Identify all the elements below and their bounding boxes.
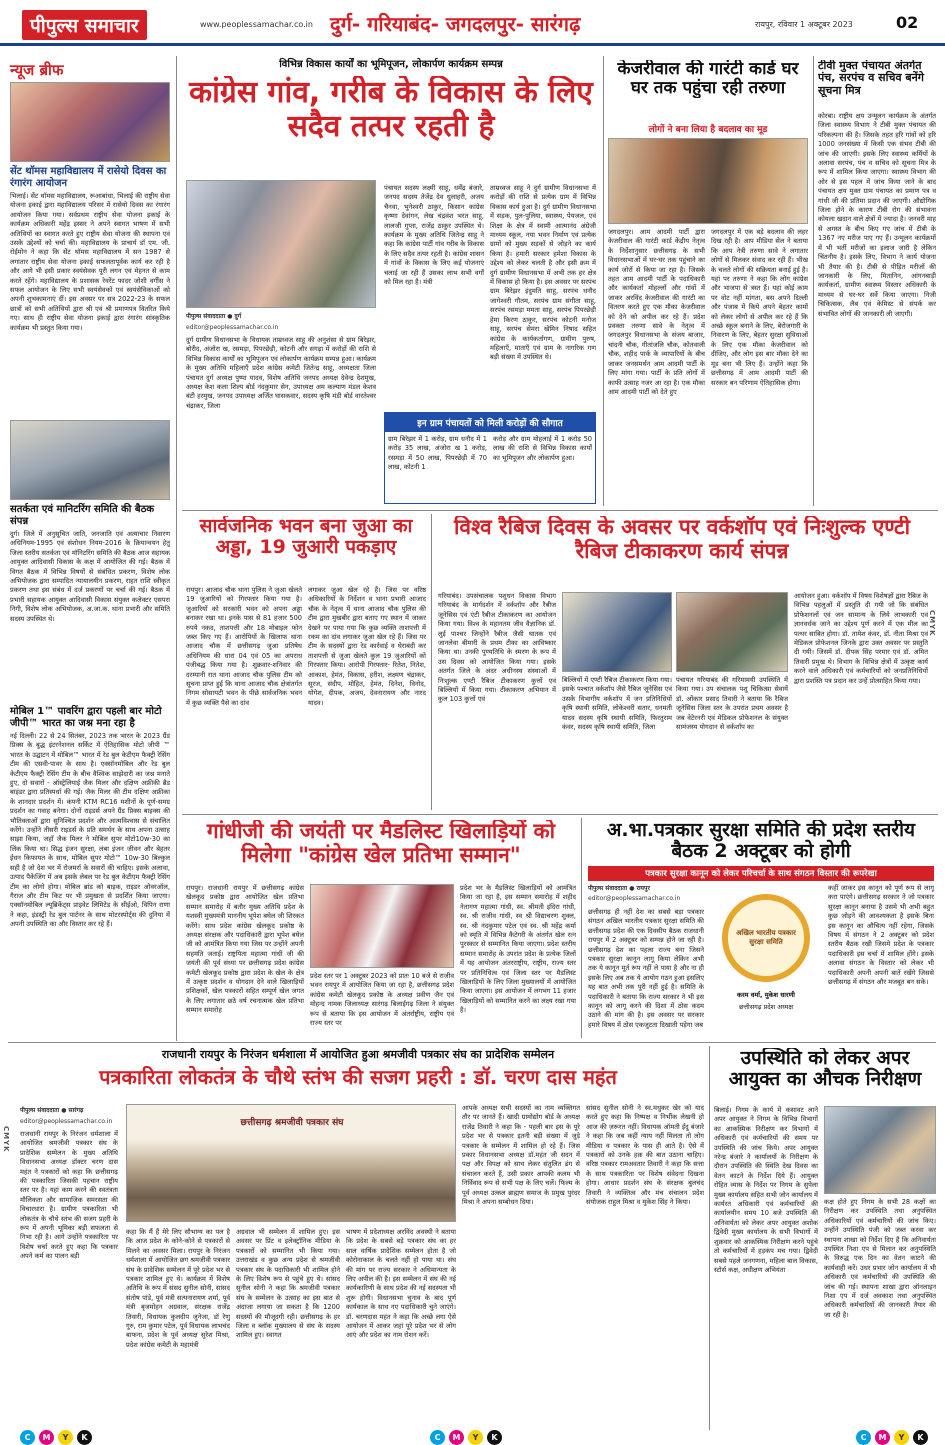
left-column-divider — [176, 56, 177, 1041]
story6-photo — [310, 884, 454, 968]
story9-headline: उपस्थिति को लेकर अपर आयुक्त का औचक निरीक्षण — [728, 1048, 922, 1091]
story8-divider — [709, 1046, 710, 1430]
story7-logo — [710, 890, 822, 1034]
story5-photo-2 — [676, 592, 788, 672]
page-number: 02 — [896, 13, 919, 32]
story9-col1: बिलाई। निगम के कार्य में कसावट लाने अपर आयुक्त ने निगम के विभिन्न विभागों का आकस्मिक निरीक्षण कर विभागों में अधिकारी एवं कर्मचारियों की समय पर उपस्थिति की जांच किये। अपर आयुक्त नरेन्द्र बंजारे ने कार्यालयों के निरीक्षण के दौरान उपस्थिति की स्थिति देख दिवस का वेतन काटने के निर्देश दिये हैं। आयुक्त रोहित व्यास के निर्देश पर निगम के सुपेला मुख्य कार्यालय सहित सभी जोन कार्यालय में कार्यरत अधिकारी एवं कर्मचारियों की कार्यालयीन समय 10 बजे उपस्थिति की अनिवार्यता को लेकर अपर आयुक्त अशोक द्विवेदी मुख्य कार्यालय के सभी विभागों में शुक्रवार को आकस्मिक निरीक्षण करने पहुंचे तो कर्मचारियों में हड़कंप मच गया। द्विवेदी सबसे पहले जनगणना, महिला बाल विकास, स्टोर्स कक्ष, अधीक्षण अभियंता — [714, 1106, 818, 1274]
story8-col5: आपके अध्यक्ष सभी सदस्यों का नाम व्यक्तिगत तौर पर जानते हैं। खादी ग्रामोद्योग बोर्ड के अध्यक्ष राजेंद्र तिवारी ने कहा कि - पहली बार इस के पूरे प्रदेश भर से पत्रकार इतनी बड़ी संख्या में जुड़े पत्रकार के सम्मेलन में शामिल हो रहे हैं। जिस प्रकार विधानसभा अध्यक्ष डॉ.महंत जी सदन में पक्ष और विपक्ष को साथ लेकर संतुलित ढंग से संचालन करते हैं, उसी प्रकार आपकी कलम भी निर्विवाद रूप से सभी पक्ष के लिए चलें। फिल्म के पूर्व अध्यक्ष उत्कल ब्राह्मण समाज के प्रमुख पुरंदर मिश्रा ने अपना सम्बोधन दिया। — [462, 1104, 580, 1207]
story5-col2: बिल्लियों में एण्टी रैबिज टीकाकरण किया गया। इसके पश्चात वर्कशॉप जैसे रैबिज जूनेसिस एवं उसके विभागीय वर्कशॉप में जन प्रतिनिधियों कृषि स्थायी समिति, लोकेश्वरी सतार, धनमती यादव सदस्य कृषि स्थायी समिति, फिरतुराम कंवर, सदस्य कृषि स्थायी समिति, जिला — [562, 676, 672, 732]
cmyk-footer-left — [20, 1430, 92, 1445]
cmyk-y: Y — [58, 1430, 73, 1445]
story7-logo-text: अखिल भारतीय पत्रकार सुरक्षा समिति — [736, 929, 796, 946]
story4-divider — [431, 514, 432, 810]
row3-divider — [8, 1042, 936, 1043]
cmyk-c: C — [430, 1430, 445, 1445]
story9-photo — [824, 1106, 936, 1194]
cmyk-c: C — [856, 1430, 871, 1445]
story1-byline: पीपुल्स संवाददाता ● दुर्ग — [186, 313, 242, 320]
story1-col3: ताम्रध्वज साहू ने दुर्ग ग्रामीण विधानसभा में करोड़ों की राशि से प्रत्येक ग्राम में विभिन्न विकास कार्य हुआ है। दुर्ग ग्रामीण विधानसभा में सड़क, पुल-पुलिया, स्वास्थ्य, पेयजल, एवं शिक्षा के क्षेत्र में स्वामी आत्मानंद अंग्रेजी माध्यम स्कूल, नया भवन निर्माण एवं प्रत्येक ग्रामों को मुख्य सड़कों से जोड़ने का कार्य किया है। हमारी सरकार हमेशा विकास के उद्देश्य को लेकर चलती है और इसी क्रम में दुर्ग ग्रामीण विधानसभा में अभी तक हर क्षेत्र में विकास हो किया है। इस अवसर पर सरपंच ग्राम बिरेझर इंदुमति साहू, सरपंच धनौद जागेश्वरी गौतम, सरपंच ग्राम संगीता साहू, सरपंच रसमड़ा ममता साहू, सरपंच पिपरछेड़ी हेमा किरण ठाकुर, सरपंच कोटनी मनोज साहू, सरपंच सेमरा खेमिन निषाद सहित कांग्रेस के कार्यकर्तागण, ग्रामीण पुरुष, महिलाएँ, माताएँ एवं ग्राम के नागरिक गण बड़ी संख्या में उपस्थित थे। — [490, 184, 596, 362]
story5-photo-1 — [562, 592, 672, 672]
story8-kicker: राजधानी रायपुर के निरंजन धर्मशाला में आयोजित हुआ श्रमजीवी पत्रकार संघ का प्रादेशिक सम्मेलन — [161, 1048, 555, 1061]
news-brief-photo-1 — [10, 82, 170, 162]
cmyk-m: M — [875, 1430, 890, 1445]
cmyk-k: K — [487, 1430, 502, 1445]
cmyk-footer-mid — [430, 1430, 502, 1445]
story8-col1: राजधानी रायपुर के निरंजन धर्मशाला में आयोजित श्रमजीवी पत्रकार संघ के प्रादेशिक सम्मेलन के मुख्य अतिथि विधानसभा अध्यक्ष डॉक्टर चरण दास महंत ने पत्रकारों को कहा कि छत्तीसगढ़ की पत्रकारिता जिसकी पहचान राष्ट्रीय स्तर पर है। यहां काम करने की स्वतंत्रता मौलिकता और सामाजिक समरसता की विचारधारा है। ग्रामीण पत्रकारिता भी लोकतंत्र के चौथे स्तंभ की सजग प्रहरी के रूप में अपनी भूमिका बड़ी सफलता से निभा रही है। आगे उन्होंने पत्रकारिता पर विशेष चर्चा करते हुए कहा कि पत्रकार अपने कर्म का पालन बड़ी — [20, 1130, 118, 1261]
story2-subhead: लोगों ने बना लिया है बदलाव का मूड — [648, 125, 768, 135]
story2-headline: केजरीवाल की गारंटी कार्ड घर घर तक पहुंचा रही तरुणा — [617, 60, 799, 99]
story5-col4: आयोजन हुआ। वर्कशॉप में विषय विशेषज्ञों द्वारा रैबिज के विभिन्न पहलुओं में प्रस्तुति दी गयी जो कि संबंधित प्रोफेशनलों एवं जन सामान्य के लिये लाभकारी एवं ज्ञानवर्धक जाने का उद्देश्य पूर्ण करने में एक मील का पत्थर साबित होगा। डॉ. तामेश कंवर, डॉ. नीता मिश्रा एवं मेडिकल प्रोफेशनल जिनके द्वारा उक्त अवसर पर प्रस्तुति दी गयी। जिसमें डॉ. दीपक सिंह परमार एवं डॉ. अमित तिवारी प्रमुख थे। विभाग के विभिन्न क्षेत्रों में उत्कृष्ट कार्य करने वाले अधिकारी एवं कर्मचारियों को जनप्रतिनिधियों द्वारा प्रशस्ति पत्र प्रदान कर उन्हें प्रोत्साहित किया गया। — [794, 592, 928, 685]
story1-box-title: इन ग्राम पंचायतों को मिली करोड़ों की सौगात — [385, 413, 595, 432]
story8-photo — [126, 1104, 456, 1222]
story1-col1: दुर्ग ग्रामीण विधानसभा के विधायक ताम्रध्वज साहू की अनुशंसा से ग्राम बिरेझर, बोरीद, अंजोरा ख, रसमड़ा, पिपरछेड़ी, कोटनी और सगढ़ा में करोड़ों की राशि से विभिन्न विकास कार्यों का भूमिपूजन एवं लोकार्पण कार्यक्रम सम्पन्न हुआ। कार्यक्रम के मुख्य अतिथि महिलाएँ प्रदेश कांग्रेस कमेटी जितेन्द्र साहू, अध्यक्षता जिला पंचायत दुर्ग अध्यक्ष पुष्पा यादव, विशेष अतिथि जनपद अध्यक्ष देवेन्द्र देशमुख, अध्यक्ष केश कला शिल्प बोर्ड नंदकुमार सेन, उपाध्यक्ष अम कल्याण मंडल केशव बंटी हरमुख, जनपद उपाध्यक्ष अर्जित घासकवार, सदस्य कृषि मंडी बोर्ड वारतेश्वर चंद्राकर, जिला — [186, 336, 376, 410]
news-brief-1-headline: सेंट थॉमस महाविद्यालय में रासेयो दिवस का रंगारंग आयोजन — [10, 166, 167, 189]
story8-banner: छत्तीसगढ़ श्रमजीवी पत्रकार संघ — [240, 1118, 344, 1128]
story3-body: कोरबा। राष्ट्रीय क्षय उन्मूलन कार्यक्रम के अंतर्गत जिला स्वास्थ्य विभाग ने टीबी मुक्त पंचायत की परिकल्पना की है। जिसके तहत हरि गांवों को हरि 1000 जनसंख्या में किसी एक संभव टीबी की जांच की जाएगी। इसके लिए स्वास्थ्य कर्मियों के अलावा सरपंच, पंच व सचिव को सूचना मित्र के रूप में शामिल किया जाएगा। स्वास्थ्य विभाग की ओर से इस पहल में जांच किया जाने के बाद पंचायत क्षय मुक्त ग्राम पंचायत का प्रमाण पत्र व गांधी जी की प्रतिमा प्रदान की जाएगी। औद्योगिक जिला होने के कारण टीबी रोग की संभावना कोयला खदान वाले क्षेत्रों में ज्यादा है। जनवरी माह से अगस्त के बीच किए गए जांच में टीबी के 1367 नए मरीज पाए गए हैं। उन्मूलन कार्यक्रमों में भी भर्ती मरीजों का इलाज जारी है लेकिन चिंतनीय है। इसके लिए, विभाग ने कार्य योजना भी तैयार की है। टीबी से पीड़ित मरीजों की जानकारी के लिए, मितानिन, आंगनबाड़ी कार्यकर्ता, ग्रामीण स्वास्थ्य विस्तार अधिकारी के माध्यम से घर-घर सर्वे किया जाएगा। निजी चिकित्सक, लैब एवं केमिस्ट से संपर्क कर संभावित लोगों की जानकारी ली जाएगी। — [818, 112, 936, 318]
story3-headline: टीवी मुक्त पंचायत अंतर्गत पंच, सरपंच व सचिव बनेंगे सूचना मित्र — [818, 60, 924, 97]
news-brief-2-body: दुर्ग। जिले में अनुसूचित जाति, जनजाति एवं अत्याचार निवारण अधिनियम-1995 एवं संशोधन नियम-2016 के क्रियान्वयन हेतु जिला स्तरीय सतर्कता एवं मॉनिटरिंग समिति की बैठक आज सहायक आयुक्त आदिवासी विकास के कक्ष में आयोजित की गई। बैठक में विगत बैठक में विभिन्न विषयों से संबंधित प्रकरण, विशेष लोक अभियोजक द्वारा सम्पादित न्यायालयीन प्रकरण, राहत राशि स्वीकृत प्रकरण तथा इस संबंध में दर्ज प्रकरणों पर चर्चा की गई। बैठक में प्रभारी सहायक आयुक्त आदिवासी विकास संयुक्त कलेक्टर एसपरा निगी, विशेष लोक अभियोजक, अ.जा.क. थाना प्रभारी और समिति सदस्य उपस्थित थे। — [10, 530, 170, 623]
story2-divider — [813, 56, 814, 506]
story2-col2: जगदलपुर में एक बड़े बदलाव की लहर दिख रही है। आप मीडिया सेल ने बताया कि आप नेत्री तरुणा सावे ने लगातार लोगों से मिलकर संवाद कर रही हैं। भीख के चलते लोगों की सक्रियता बनाई हुई है। यहां पर तरुणा ने कहा कि लोग कांग्रेस और भाजपा से त्रस्त हैं। यहां कोई काम पर वोट नहीं मांगता, बस अपने दिल्ली और पंजाब में किये अपने बेहतर कामों को लेकर लोगों से अपील कर रहे हैं कि अच्छे स्कूल बनाने के लिए, बेरोजगारी के निवारण के लिए, बेहतर सुरक्षा सुविधाओं के लिए एक मौका केजरीवाल को दीजिए, और लोग इस बार मौका देने का मूड बना भी लिए हैं। उन्होंने कहा कि छत्तीसगढ़ में आम आदमी पार्टी की सरकार बन परिणाम ऐतिहासिक होगा। — [711, 228, 808, 387]
news-brief-label: न्यूज ब्रीफ — [10, 61, 64, 79]
story7-col1: छत्तीसगढ़ ही नहीं देश का सबसे बड़ा पत्रकार संगठन अखिल भारतीय पत्रकार सुरक्षा समिति की छत्तीसगढ़ प्रदेश की एक दिवसीय बैठक राजधानी रायपुर में 2 अक्टूबर को सम्पन्न होने जा रही है। छत्तीसगढ़ देश का पहला राज्य बना जिसने पत्रकार सुरक्षा कानून लागू किया लेकिन अभी तक ये कानून मूर्त रूप नहीं ले पाया है और ना ही इसके लिए अब तक ये आयोग गठन हुआ इसलिए यह बात अभी तक पूरी नहीं हुई है। समिति के पदाधिकारी ने बताया कि राज्य सरकार ने भी इस कानून को लागू करने की दिशा में ठोस कदम उठाने की मांग की है। इस अवसर पर सरकार हमारे विषय में ठोस एकजुटता दिखाती पड़ेगा जब — [588, 908, 704, 1029]
news-brief-3-headline: मोबिल 1™ पावरिंग द्वारा पहली बार मोटो जीपी™ भारत का जश्न मना रहा है — [10, 706, 162, 729]
dateline: रायपुर, रविवार 1 अक्टूबर 2023 — [755, 20, 853, 29]
row2-divider — [182, 814, 938, 815]
story6-divider — [581, 818, 582, 1038]
cmyk-m: M — [39, 1430, 54, 1445]
story1-kicker: विभिन्न विकास कार्यों का भूमिपूजन, लोकार्पण कार्यक्रम सम्पन्न — [279, 59, 503, 70]
cmyk-k: K — [913, 1430, 928, 1445]
story4-col2: लगाकर जुआ खेल रहे हैं। जिस पर वरिष्ठ अधिकारियों के निर्देशन व थाना प्रभारी आजाद चौक के नेतृत्व में थाना आजाद चौक पुलिस की टीम द्वारा मुखबीर द्वारा बताए गए स्थान में जाकर देखने पर पाया गया कि कुछ व्यक्ति ताशपत्ती में रकम का दांव लगाकर जुआ खेल रहे हैं। जिस पर टीम के सदस्यों द्वारा रेड कार्रवाई व घेराबंदी कर ताशपत्ती से जुआ खेलते कुल 19 जुआरियों को गिरफ्तार किया। आरोपी गिरफ्तार- रितेश, नितेश, आकाश, हेमंत, विकास, हरीश, लक्ष्मण चंद्राकर, सूरज, संदीप, मोहित, हेमंत, दिनेश, विनोद, योगेश, दीपक, अजय, देवनारायण और नारद यादव। — [308, 586, 426, 707]
story1-email: editor@peoplessamachar.co.in — [186, 324, 279, 331]
story8-col2: कहा कि मैं हैं मेरे लिए सौभाग्य का पल है कि आज प्रदेश के कोने-कोने से पत्रकारों से मिलने का अवसर मिला। रायपुर के निरंजन धर्मशाला में आयोजित छग श्रमजीवी पत्रकार संघ के प्रादेशिक सम्मेलन में पूरे प्रदेश भर से पत्रकार शामिल हुए थे। कार्यक्रम में विशेष अतिथि के रूप में संसद सुनील सोनी, सांसद संतोष पांडे, पूर्व मंत्री सत्यनारायण शर्मा, पूर्व मंत्री बृजमोहन अग्रवाल, संरक्षक राजेंद्र तिवारी, विधायक कुलदीप जुनेजा, डॉ रेणु गुरु, राम कुमार पटेल, पूर्व विधायक लाभचंद बाफना, प्रदेश के पूर्व अध्यक्ष सुरेश मिश्रा, प्रदेश कांग्रेस कमेटी के महामंत्री — [126, 1228, 230, 1349]
story1-box — [384, 412, 596, 504]
story7-col2: कहीं जाकर इस कानून को पूर्ण रूप से लागू करा पाएंगे। छत्तीसगढ़ सरकार ने जो पत्रकार सुरक्षा कानून बनाया है उसमे भी अभी बहुत कुछ जोड़ने की आवश्यकता है इसके बिना इस कानून का औचित्य नहीं रहेगा, जिसके विषय में संगठन ने 2 अक्टूबर को प्रदेश स्तरीय बैठक रखी जिसमे प्रदेश के पत्रकार पदाधिकारी इस चर्चा में शामिल होंगे। इसके अलावा संगठन के विस्तार को लेकर भी पदाधिकारी अपनी अपनी बातें रखेंगे जिससे छत्तीसगढ़ में संगठन और मजबूत बन सके। — [828, 884, 934, 987]
website[interactable]: www.peoplessamachar.co.in — [200, 20, 313, 29]
cmyk-side-left: CMYK — [2, 1126, 10, 1153]
story4-headline: सार्वजनिक भवन बना जुआ का अड्डा, 19 जुआरी पकड़ाए — [199, 516, 413, 559]
story7-subhead: पत्रकार सुरक्षा कानून को लेकर परिचर्चा के साथ संगठन विस्तार की रूपरेखा — [588, 866, 934, 881]
story2-col1: जगदलपुर। आम आदमी पार्टी द्वारा केजरीवाल की गारंटी कार्ड केंद्रीय नेतृत्व के निर्देशानुसार छत्तीसगढ़ के सभी विधानसभाओं में घर-घर तक पहुंचाने का कार्य जोरों से किया जा रहा है। जिसके तहत आम आदमी पार्टी के पदाधिकारी और कार्यकर्ता मोहल्लों और गांवों में जाकर अरविंद केजरीवाल की गारंटी का वितरण करते हुए एक मौका केजरीवाल को देने को अपील कर रहे हैं। प्रदेश प्रवक्ता तरुणा सावे के नेतृत्व में जगदलपुर विधानसभा के संजय बाजार, चांदनी चौक, गीतांजलि चौक, कोतवाली चौक, शहीद पार्क के व्यापारियों के बीच जाकर जनसमर्थन आम आदमी पार्टी के लिए मांगा गया। पार्टी के प्रति लोगों में काफी उत्साह नजर आ रहा है। एक मौका आम आदमी पार्टी को देते हुए — [608, 228, 705, 396]
cmyk-y: Y — [468, 1430, 483, 1445]
story7-logo-circle — [722, 894, 810, 982]
story1-box-col2: करोड़ और ग्राम मोहलाई में 1 करोड़ 50 लाख की राशि से विभिन्न विकास कार्यों का भूमिपूजन और लोकार्पण हुआ। — [493, 435, 592, 462]
story1-headline: कांग्रेस गांव, गरीब के विकास के लिए सदैव तत्पर रहती है — [189, 76, 593, 144]
news-brief-2-headline: सतर्कता एवं मानिटरिंग समिति की बैठक संपन्न — [10, 504, 155, 527]
story7-headline: अ.भा.पत्रकार सुरक्षा समिति की प्रदेश स्तरीय बैठक 2 अक्टूबर को होगी — [606, 820, 916, 863]
story8-col3: अग्रवाल भी सम्मेलन में शामिल हुए। इस अवसर पर प्रिंट व इलेक्ट्रॉनिक मीडिया के पत्रकारों को सम्मानित भी किया गया। उत्तराखंड व कुछ अन्य प्रदेश से श्रमजीवी पत्रकार संघ के पदाधिकारी भी शामिल होने के लिए विशेष रूप से पहुंचे हुए थे। सांसद सुनील सोनी ने कहा कि श्रमजीवी पत्रकार संघ के सम्मेलन के उत्साह का इस बात से अंदाजा लगाया जा सकता है कि 1200 सदस्यों की मौजूदगी रही। छत्तीसगढ़ के हर जिला व ब्लॉक मुख्यालय से संघ के सदस्य शामिल हुए। स्वागत — [236, 1228, 340, 1340]
cmyk-y: Y — [894, 1430, 909, 1445]
cmyk-m: M — [449, 1430, 464, 1445]
story6-col1: रायपुर। राजधानी रायपुर में छत्तीसगढ़ कांग्रेस खेलकूद प्रकोष्ठ द्वारा आयोजित खेल प्रतिभा सम्मान समारोह में बतौर मुख्य अतिथि प्रदेश के यशस्वी मुख्यमंत्री माननीय भूपेश बघेल जी शिरकत करेंगे। साथ प्रदेश कांग्रेस खेलकूद प्रकोष्ठ के अध्यक्ष संरक्षक और पदाधिकारी द्वारा भूपेश बघेल जी को आमंत्रित किया गया जिस पर उन्होंने अपनी सहमति जताई। राष्ट्रपिता महात्मा गांधी जी की जयंती की पूर्व संध्या पर छत्तीसगढ़ प्रदेश कांग्रेस कमेटी खेलकूद प्रकोष्ठ द्वारा प्रदेश के खेल के क्षेत्र में उत्कृष्ट प्रदर्शन व योगदान देने वाले खिलाड़ियों प्रशिक्षकों, खेल पत्रकारों सहित सम्पूर्ण खेल जगत के लिए लगातार छठे वर्ष रचनात्मक खेल प्रतिभा सम्मान समारोह — [186, 884, 304, 1015]
story1-divider — [603, 56, 604, 506]
row1-divider — [182, 510, 938, 511]
story5-col1: गरियाबंद। उपसंचालक पशुधन विकास विभाग गरियाबंद के मार्गदर्शन में वर्कशॉप और रैबीज जूनेसिस एवं एंटी रैबीज टीकाकरण का आयोजन किया गया। विश्व के महानतम जीव वैज्ञानिक डॉ. लुई पाश्चर जिन्होंने रैबीज जैसी घातक एवं जानलेवा बीमारी के प्रथम टीका का आविष्कार किया था। उनकी पुण्यतिथि के स्मरण के रूप में उस दिवस को आयोजित किया गया। इसके अंतर्गत जिले के अंदर अधीनस्थ संस्थाओं में निःशुल्क एण्टी रैबिज टीकाकरण कुत्तों एवं बिल्लियों में किया गया। टीकाकरण अभियान में कुल 103 कुत्तों एवं — [438, 592, 556, 704]
story6-headline: गांधीजी की जयंती पर मैडलिस्ट खिलाड़ियों को मिलेगा "कांग्रेस खेल प्रतिभा सम्मान" — [206, 820, 556, 867]
story6-col3: प्रदेश भर के मैडलिस्ट खिलाड़ियों को आमंत्रित किया जा रहा है, इस सम्मान समारोह में शहीद नेतागण महात्मा गांधी, स्व. श्रीमती इंदिरा गांधी, स्व. श्री राजीव गांधी, स्व श्री विद्याचरण शुक्ल, स्व. श्री नंदकुमार पटेल एवं स्व. श्री महेंद्र कर्मा को स्मृति में विभिन्न कैटेगरी के अंतर्गत खेल रत्न पुरस्कार से सम्मानित किया जाएगा। प्रदेश स्तरीय सम्मान समारोह के उपरांत प्रदेश के प्रत्येक जिलों में यह आयोजन अंतरराष्ट्रीय, राष्ट्रीय, राज्य स्तर पर प्रतिनिधित्व एवं जिला स्तर पर मैडलिस्ट खिलाड़ियों के लिए जिला मुख्यालयों में आयोजित किया जाएगा। इस आयोजन में लगभग 11 हजार खिलाड़ियों को सम्मानित करने का लक्ष्य रखा गया है। — [460, 884, 576, 1015]
story5-col3: पंचायत गरियाबंद की गरिमामयी उपस्थिति में किया गया। उप संचालक पशु चिकित्सा सेवायें डॉ. ओंकार प्रसाद तिवारी ने बताया कि रैबिज जूनेसिस जिला स्तर के उपरांत प्रथम अवसर है जब वेटेरनरी एवं मेडिकल प्रोफेशनल के संयुक्त सामंजस्य योगदान से वर्कशॉप का — [676, 676, 788, 732]
cmyk-k: K — [77, 1430, 92, 1445]
story8-email: editor@peoplessamachar.co.in — [20, 1118, 113, 1125]
story5-headline: विश्व रैबिज दिवस के अवसर पर वर्कशॉप एवं निःशुल्क एण्टी रैबिज टीकाकरण कार्य संपन्न — [453, 516, 911, 563]
story7-email: editor@peoplessamachar.co.in — [588, 895, 681, 902]
story1-photo — [186, 180, 376, 308]
story7-logo-caption2: छत्तीसगढ़ प्रदेश अध्यक्ष — [739, 1003, 793, 1011]
news-brief-photo-2 — [10, 420, 170, 500]
cmyk-c: C — [20, 1430, 35, 1445]
news-brief-1-body: भिलाई। सेंट थॉमस महाविद्यालय, रूआबांधा, भिलाई की राष्ट्रीय सेवा योजना इकाई द्वारा महाविद्यालय परिसर में रासेयो दिवस का रंगारंग आयोजन किया गया। सर्वप्रथम राष्ट्रीय सेवा योजना इकाई के कार्यक्रम अधिकारी महेंद्र इस्सर ने अपने स्वागत भाषण में सभी अतिथियों का स्वागत करते हुए राष्ट्रीय सेवा योजना की स्थापना एवं उसके उद्देश्यों को चर्चा की। महाविद्यालय के प्राचार्य डॉ एम. जी. रोईमोन ने कहा कि सेंट थॉमस महाविद्यालय में सन 1987 से लगातार राष्ट्रीय सेवा योजना इकाई सफलतापूर्वक कार्य कर रही है और आगे भी इसी प्रकार स्वयंसेवक पूरी लगन एवं मेहनत से काम करते रहेंगे। महाविद्यालय के प्रशासक रेवरेंट फादर जोशी वर्गीस ने सफल आयोजन के लिए सभी स्वयंसेवकों एवं स्वयंसेविकाओं को अपनी शुभकामनाएं दीं। इस अवसर पर सत्र 2022-23 के सफल छात्रों को सभी अतिथियों द्वारा श्री एवं श्री प्रमाणपत्र वितरित किये गए। साथ ही राष्ट्रीय सेवा योजना इकाई द्वारा रंगारंग सांस्कृतिक कार्यक्रम भी प्रस्तुत किया गया। — [10, 192, 170, 332]
story2-photo — [608, 138, 808, 224]
story8-headline: पत्रकारिता लोकतंत्र के चौथे स्तंभ की सजग प्रहरी : डॉ. चरण दास महंत — [99, 1066, 617, 1089]
story8-col6: सांसद सुनील सोनी ने स्व.मधुकर खेर को याद करते हुए कहा कि निष्पक्ष व निर्भीक लेखनी हो आज की ज़रूरत नहीं। विधायक ऑमती ईंदु बंजारे ने कहा कि जब कहीं न्याय नहीं मिलता तो लोग मीडिया व पत्रकार के पास ही आते है। ऐसे में पत्रकारों को उनके हक़ की बात उठाना चाहिए। वरिष्ठ पत्रकार रामअवतार तिवारी ने कहा कि सत्ता के साथ पत्रकारिता पर विशेष संवेदना दिखना होगा। आधार प्रदर्शन संघ के संरक्षक बुलचंद तिवारी ने व्यक्तित्व और मंच संचालन प्रदेश संयोजक राहुल मिश्रा व मुकेश सिंह ने किया। — [586, 1104, 704, 1207]
story6-col2: प्रदेश स्तर पर 1 अक्टूबर 2023 को प्रातः 10 बजे से राजीव भवन रायपुर में आयोजित किया जा रहा है, छत्तीसगढ़ प्रदेश कांग्रेस कमेटी खेलकूद प्रकोष्ठ के अध्यक्ष प्रवीण जैन एवं मोहन्द नामक जिलाध्यक्ष सारंगढ़ बिलाईगढ़ जिला ने संयुक्त रूप से बताया कि इस आयोजन में अंतर्राष्ट्रीय, राष्ट्रीय एवं राज्य स्तर पर — [310, 972, 454, 1028]
cmyk-footer-right — [856, 1430, 928, 1445]
story9-col2: कक्ष होते हुए निगम के सभी 28 कक्षों का निरीक्षण कर उपस्थिति तथा अनुपस्थित अधिकारियों एवं कर्मचारियों की जांच किए। उन्होंने उपस्थिति पंजी को जब्त करवा कर स्थापना शाखा को निर्देश दिए हैं कि अनिवार्यता उपस्थित निशा एप से मिलान कर अनुपस्थिति के विरुद्ध एक दिन का वेतन काटने की कार्यवाही करें। उधर प्रभार जोन कार्यालय में भी अधिकारी एवं कर्मचारियों की उपस्थिति की जांच की गई। स्थापना शाखा द्वारा ऑनलाइन निशा एप में दर्ज अवकाश तथा अनुपस्थित अधिकारी कर्मचारियों की जानकारी तैयार की जा रही है। — [824, 1198, 936, 1319]
cities: दुर्ग- गरियाबंद- जगदलपुर- सारंगढ़ — [330, 12, 581, 36]
story7-byline: पीपुल्स संवाददाता ● रायपुर — [588, 885, 650, 892]
story1-col2: पंचायत सदस्य लक्ष्मी साहू, धर्मेंद्र बंजारे, जनपद सदस्य तेजेंद्र देव धुलाहरी, अजय चैनवा, भुनेश्वरी ठाकुर, किसान कांग्रेस कृष्णा देवांगन, लेख चंद्रवंश भरत साहू, लालजी गुप्ता, राजेंद्र ठाकुर उपस्थित थे। कार्यक्रम के मुख्य अतिथि जितेन्द्र साहू ने कहा कि कांग्रेस पार्टी गांव गरीब के विकास के लिए सदैव तत्पर रहती है। कांग्रेस शासन में गांवों के विकास के लिए कई योजनाएं चलाई जा रही हैं उसका लाभ सभी वर्गों को मिल रहा है। मंत्री — [384, 184, 484, 287]
logo[interactable] — [22, 10, 147, 40]
story4-col1: रायपुर। आजाद चौक थाना पुलिस ने जुआ खेलते 19 जुआरियों को गिरफ्तार किया गया है। जुआरियों को सरकारी भवन को अपना अड्डा बनाकर रखा था। इनके पास से 81 हजार 500 रुपये नकद, ताशपत्ती और 18 मोबाइल फोन जब्त किए गए हैं। आरोपियों के खिलाफ थाना आजाद चौक में छत्तीसगढ़ जुआ प्रतिषेध अधिनियम की धारा 04 एवं 05 का अपराध पंजीबद्ध किया गया है। शुक्रवार-शनिवार की दरम्यानी रात थाना आजाद चौक पुलिस टीम को सूचना प्राप्त हुई कि थाना आजाद चौक क्षेत्रांतर्गत निगम सोसायटी भवन के पीछे सार्वजनिक भवन में कुछ व्यक्ति पैसे का दांव — [186, 586, 302, 707]
story1-box-col1: ग्राम बिरेझर में 1 करोड़, ग्राम धनौद में 1 करोड़ 35 लाख, अंजोरा ख 1 करोड़, रसमड़ा में 50 लाख, पिपरछेड़ी में 70 लाख, कोटनी 1 — [388, 435, 487, 472]
story7-logo-caption: करम वर्मा, मुकेश धारणी — [736, 991, 795, 999]
news-brief-3-body: नई दिल्ली। 22 से 24 सितंबर, 2023 तक भारत के 2023 ग्रैंड प्रिक्स के बुद्ध इंटरनेशनल सर्किट में ऐतिहासिक मोटो जीपी ™ भारत के उद्घाटन में मोबिल™ भारत में रेड बुल केटीएम फैक्ट्री रेसिंग टीम की एसवी-पावर के साथ है। एक्सॉनमोबिल और रेड बुल केटीएम फैक्ट्री रेसिंग टीम के बीच वैश्विक साझेदारी का जश्न मनाते हुए, दो सवारों - ऑस्ट्रेलियाई जैक मिलर और दक्षिण अफ्रीकी ब्रैड बाइंडर द्वारा प्रतिस्पर्धा की गई। जैक मिलर की टीम दक्षिण अफ्रीका के शानदार प्रदर्शन में। कंपनी KTM RC16 मशीनों के पूर्ण-समग्र प्रदर्शन का गवाह बनेगा। दोनों राइडर्स अपने ग्रैंड प्रिक्स बाइक्स की भौतिक्ताओं द्वारा सुनिश्चित प्रदर्शन और आत्मविश्वास से संचालित करेंगे। उन्होंने तीसरी राइडर्स के प्रति समर्थन के साथ अपना उत्साह साझा किया, जहाँ जैक मिलर ने मोबिल सुपर मोटो10w-30 का लिंक किया था। सिद्ध इंजन सुरक्षा, लंबा इंजन जीवन और बेहतर ईंधन किफायत के साथ, मोबिल सुपर मोटो™ 10w-30 बिल्कुल सही है जो देश भर में रोजमर्रा के सवारों की चाहिए। इसके अलावा, उत्पाद पैकेजिंग में अब इसके लेबल पर रेड बुल केटीएम फैक्ट्री रेसिंग टीम का लोगो होगा। मोबिल ब्रांड को बाइक, राइडर ओवरऑल, गैराज और टीम किट पर भी प्रमुखता से प्रदर्शित किया जाएगा। एक्सॉनमोबिल ल्यूब्रिकेंट्स प्राइवेट लिमिटेड के सीईओ, विपिन राणा ने कहा, इंडस्ट्री रेड बुल पार्टनर के साथ मोटरस्पोर्ट्स की दुनिया में अपनी उपस्थिति का और विस्तार कर रहे हैं। — [10, 732, 170, 929]
story8-byline: पीपुल्स संवाददाता ● सारंगढ़ — [20, 1107, 84, 1114]
masthead — [0, 0, 945, 46]
cmyk-side-right: CMYK — [928, 610, 936, 637]
logo-text: पीपुल्स समाचार — [30, 15, 139, 37]
story8-col4: भाषण में प्रदेशाध्यक्ष अरविंद अवस्थी ने बताया कि प्रदेश के सबसे बड़े पत्रकार संघ का हर साल वार्षिक प्रादेशिक सम्मेलन होता है जो कोरोनाकाल के चलते नहीं हो पाया था। संघ की मांग पर राज्य सरकार ने अधिमान्यता के लिए अपील की है। इस सम्मेलन में संघ की नई कार्यकारिणी के साथ प्रदेश की नई सदस्यता भी शुरू होगी। विधानसभा चुनाव के बाद पूर्ण कार्यकाल के साथ नए पदाधिकारी चुने जाएंगे। डॉ. चरणदास महंत ने कहा कि अच्छे लगा ऐसे आयोजन में आकर जहां पूरे प्रदेश भर से लोग आएं और प्रदेश का नाम रोशन करें। — [346, 1228, 456, 1340]
